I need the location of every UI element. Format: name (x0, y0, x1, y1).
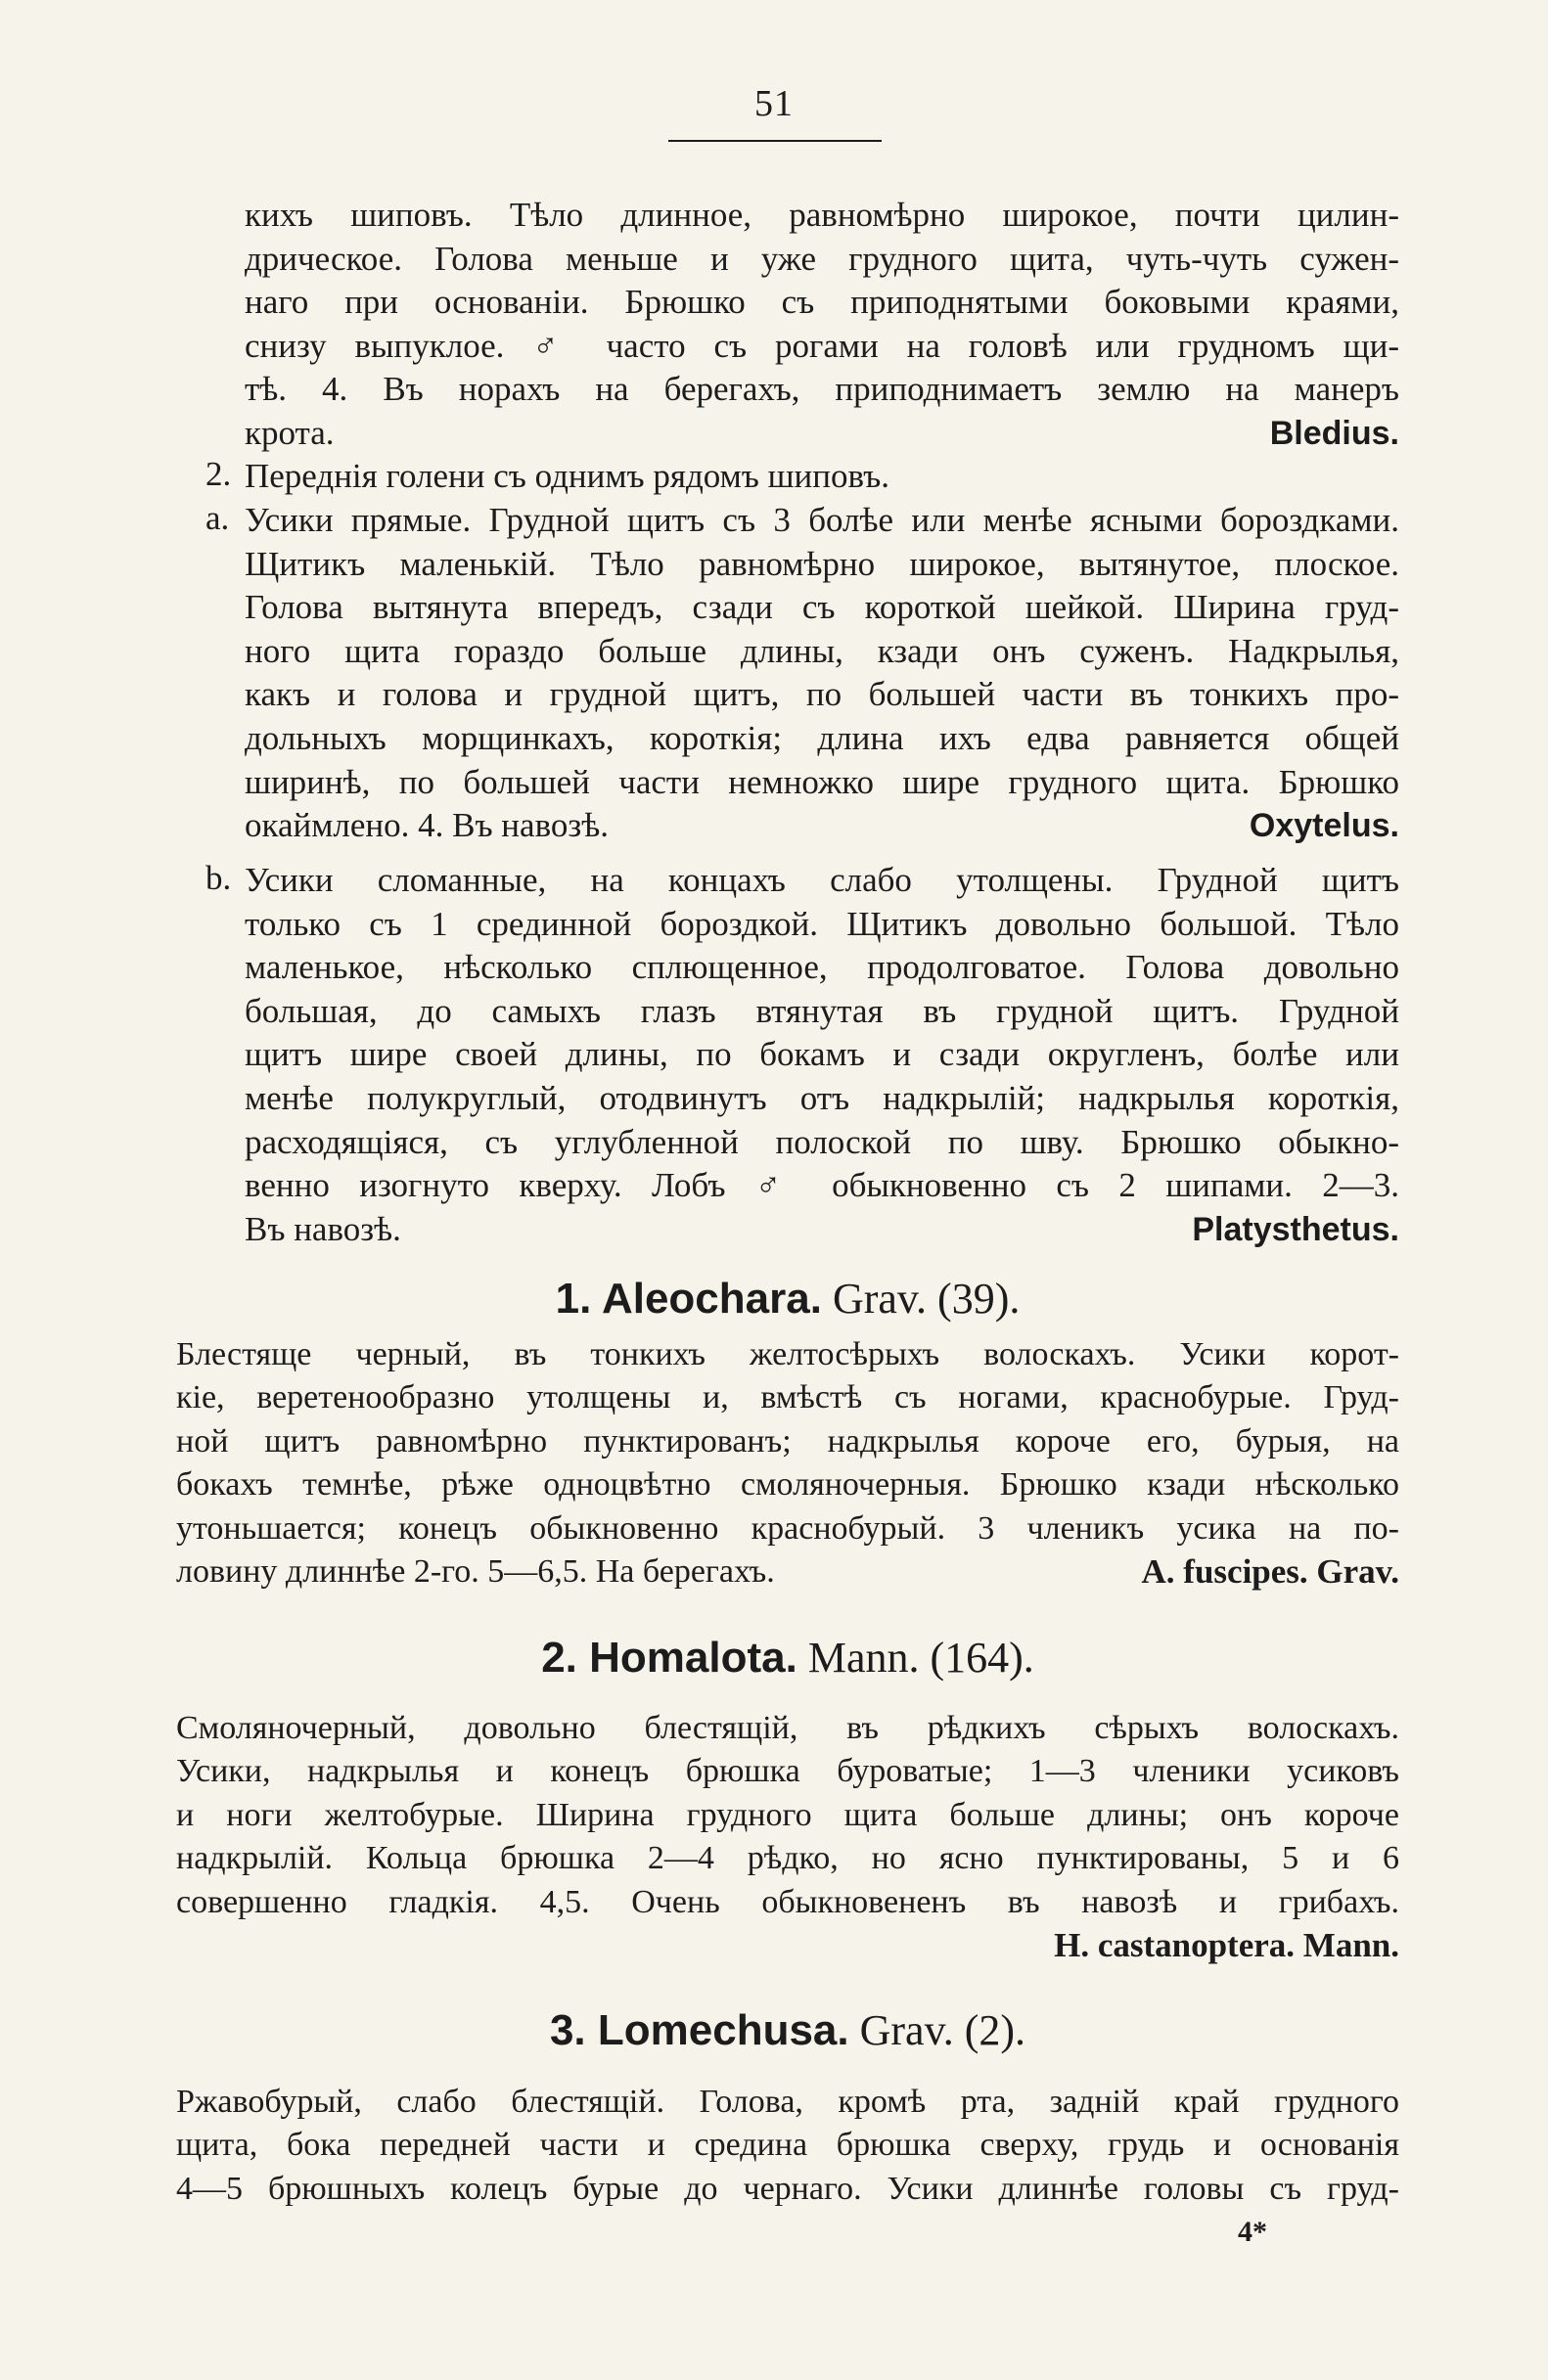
text-line: Переднія голени съ однимъ рядомъ шиповъ. (245, 457, 890, 495)
genus-authority: Grav. (2). (848, 2006, 1026, 2054)
text-line: щитъ шире своей длины, по бокамъ и сзади округленъ, болѣе или (245, 1035, 1399, 1074)
text-line: венно изогнуто кверху. Лобъ ♂ обыкновенно съ 2 шипами. 2—3. (245, 1166, 1399, 1205)
text-line-with-species (176, 1550, 1399, 1594)
key-item-a (205, 499, 1399, 848)
genus-authority: Mann. (164). (797, 1634, 1034, 1682)
text-line: Ржавобурый, слабо блестящій. Голова, кромѣ рта, задній край грудного (176, 2084, 1399, 2120)
text-line: щита, бока передней части и средина брюшка сверху, грудь и основанія (176, 2127, 1399, 2164)
text-line: какъ и голова и грудной щитъ, по большей части въ тонкихъ про- (245, 675, 1399, 714)
text-line: расходящіяся, съ углубленной полоской по шву. Брюшко обыкно- (245, 1122, 1399, 1161)
genus-name: 2. Homalota. (541, 1634, 797, 1682)
text-line: бокахъ темнѣе, рѣже одноцвѣтно смоляночерныя. Брюшко кзади нѣсколько (176, 1466, 1399, 1504)
text-line-with-species (245, 412, 1399, 456)
key-marker: 2. (205, 455, 232, 493)
text-line: и ноги желтобурые. Ширина грудного щита больше длины; онъ короче (176, 1796, 1399, 1833)
text-line: Голова вытянута впередъ, сзади съ короткой шейкой. Ширина груд- (245, 588, 1399, 627)
species-name: Oxytelus. (1249, 807, 1399, 845)
text-line-with-species (245, 1208, 1399, 1252)
text-line: Усики сломанные, на концахъ слабо утолщены. Грудной щитъ (245, 861, 1399, 899)
genus-description-lomechusa (176, 2081, 1399, 2211)
text-line: Усики, надкрылья и конецъ брюшка буроватые; 1—3 членики усиковъ (176, 1753, 1399, 1790)
text-line: дольныхъ морщинкахъ, короткія; длина ихъ едва равняется общей (245, 718, 1399, 757)
signature-mark: 4* (1238, 2216, 1267, 2248)
text-line-with-species (176, 1924, 1399, 1967)
text-line-end: Въ навозѣ. (245, 1209, 401, 1248)
genus-description-homalota (176, 1707, 1399, 1967)
text-line: Смоляночерный, довольно блестящій, въ рѣдкихъ сѣрыхъ волоскахъ. (176, 1710, 1399, 1746)
key-item-2 (205, 455, 1399, 499)
text-line: ширинѣ, по большей части немножко шире грудного щита. Брюшко (245, 762, 1399, 801)
text-line: кихъ шиповъ. Тѣло длинное, равномѣрно широкое, почти цилин- (245, 196, 1399, 234)
species-name: Bledius. (1269, 414, 1399, 452)
genus-description-aleochara (176, 1333, 1399, 1594)
text-line: надкрылій. Кольца брюшка 2—4 рѣдко, но ясно пунктированы, 5 и 6 (176, 1840, 1399, 1877)
text-line: наго при основаніи. Брюшко съ приподнятыми боковыми краями, (245, 283, 1399, 322)
genus-heading-lomechusa (176, 2003, 1399, 2058)
text-line: только съ 1 срединной бороздкой. Щитикъ довольно большой. Тѣло (245, 904, 1399, 943)
text-line: снизу выпуклое. ♂ часто съ рогами на головѣ или грудномъ щи- (245, 326, 1399, 365)
intro-paragraph (245, 194, 1399, 456)
text-line-with-species (245, 804, 1399, 848)
text-line: Усики прямые. Грудной щитъ съ 3 болѣе или менѣе ясными бороздками. (245, 501, 1399, 539)
text-line: маленькое, нѣсколько сплющенное, продолговатое. Голова довольно (245, 948, 1399, 987)
genus-name: 3. Lomechusa. (549, 2006, 849, 2054)
genus-name: 1. Aleochara. (555, 1275, 822, 1323)
text-line: ного щита гораздо больше длины, кзади онъ суженъ. Надкрылья, (245, 631, 1399, 670)
species-name: A. fuscipes. Grav. (1141, 1552, 1399, 1592)
species-name: H. castanoptera. Mann. (1054, 1926, 1399, 1965)
page-number-rule (668, 140, 882, 142)
genus-authority: Grav. (39). (821, 1275, 1021, 1323)
text-line: 4—5 брюшныхъ колецъ бурые до чернаго. Усики длиннѣе головы съ груд- (176, 2170, 1399, 2207)
key-item-b (205, 859, 1399, 1251)
text-line: тѣ. 4. Въ норахъ на берегахъ, приподнимаетъ землю на манеръ (245, 370, 1399, 409)
text-line: дрическое. Голова меньше и уже грудного щита, чуть-чуть сужен- (245, 239, 1399, 278)
text-line: кіе, веретенообразно утолщены и, вмѣстѣ съ ногами, краснобурые. Груд- (176, 1379, 1399, 1416)
page-number: 51 (754, 83, 794, 124)
genus-heading-homalota (176, 1631, 1399, 1685)
text-line-end: ловину длиннѣе 2-го. 5—6,5. На берегахъ. (176, 1553, 775, 1591)
text-line: большая, до самыхъ глазъ втянутая въ грудной щитъ. Грудной (245, 991, 1399, 1030)
genus-heading-aleochara (176, 1272, 1399, 1326)
key-marker: b. (205, 859, 232, 897)
text-line: утоньшается; конецъ обыкновенно краснобурый. 3 членикъ усика на по- (176, 1509, 1399, 1547)
text-line: Щитикъ маленькій. Тѣло равномѣрно широкое, вытянутое, плоское. (245, 544, 1399, 583)
species-name: Platysthetus. (1192, 1210, 1399, 1248)
text-line-end: окаймлено. 4. Въ навозѣ. (245, 806, 609, 845)
text-line: ной щитъ равномѣрно пунктированъ; надкрылья короче его, бурыя, на (176, 1422, 1399, 1459)
key-marker: a. (205, 499, 230, 537)
text-line: менѣе полукруглый, отодвинутъ отъ надкрылій; надкрылья короткія, (245, 1078, 1399, 1117)
text-line: совершенно гладкія. 4,5. Очень обыкновененъ въ навозѣ и грибахъ. (176, 1883, 1399, 1920)
text-line-end: крота. (245, 413, 335, 452)
text-line: Блестяще черный, въ тонкихъ желтосѣрыхъ волоскахъ. Усики корот- (176, 1336, 1399, 1372)
